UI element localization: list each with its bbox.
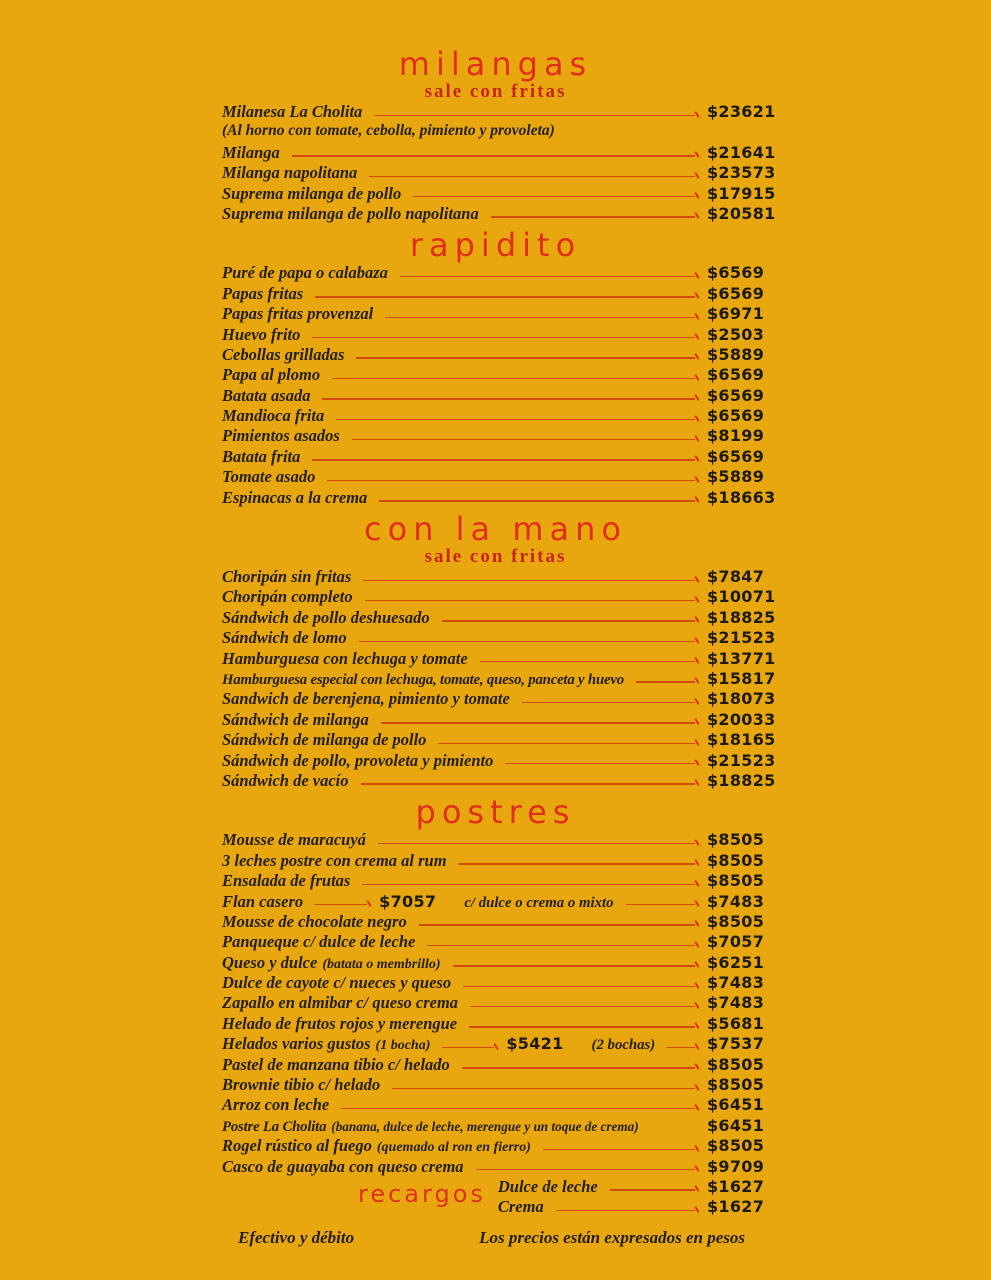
leader-line [636,681,695,682]
item-name: Flan casero [222,891,304,911]
menu-item-row [222,1055,777,1075]
menu-item-row [222,184,777,204]
item-mid-price: $5421 [506,1034,564,1054]
item-note: (batata o membrillo) [322,956,441,972]
menu-item-row [222,567,777,587]
item-name: Sándwich de pollo, provoleta y pimiento [222,750,494,770]
item-name: Zapallo en almibar c/ queso crema [222,993,459,1013]
item-note: (1 bocha) [375,1038,431,1054]
footer-payment-note: Efectivo y débito [238,1227,355,1247]
item-price: $6451 [707,1095,765,1115]
leader-line [369,176,695,177]
leader-line [442,1047,494,1048]
item-name: Papas fritas provenzal [222,304,374,324]
menu-item-row [222,304,777,324]
item-name: Mandioca frita [222,406,325,426]
leader-line [462,1067,695,1068]
menu-footer [0,1218,991,1248]
item-price: $6569 [707,283,765,303]
item-name: Sandwich de berenjena, pimiento y tomate [222,689,510,709]
leader-line [463,986,695,987]
footer-currency-note: Los precios están expresados en pesos [479,1227,745,1247]
leader-line [459,863,695,864]
leader-line [361,783,696,784]
recargos-label: recargos [358,1179,486,1208]
leader-line [419,924,695,925]
item-name: Cebollas grilladas [222,344,345,364]
menu-item-row [222,163,777,183]
menu-item-row [222,345,777,365]
item-price: $5889 [707,344,765,364]
item-name: Mousse de maracuyá [222,830,366,850]
menu-item-row [222,1095,777,1115]
item-name: Panqueque c/ dulce de leche [222,932,416,952]
menu-item-row [222,1014,777,1034]
menu-item-row [222,1075,777,1095]
menu-item-row [222,284,777,304]
item-note: (quemado al ron en fierro) [376,1140,531,1156]
item-price: $15817 [707,668,776,688]
leader-line [442,620,695,621]
menu-item-row [222,973,777,993]
item-price: $8505 [707,830,765,850]
menu-item-row [222,649,777,669]
item-price: $6451 [707,1115,765,1135]
item-price: $20581 [707,203,776,223]
item-mid-note: c/ dulce o crema o mixto [464,894,614,911]
item-name: Helado de frutos rojos y merengue [222,1013,458,1033]
item-price: $21523 [707,750,776,770]
item-name: Queso y dulce [222,952,318,972]
section-items-postres [222,830,777,1177]
menu-item-row [222,143,777,163]
leader-line [356,357,695,358]
item-price: $20033 [707,709,776,729]
menu-item-row [222,204,777,224]
menu-item-row [222,628,777,648]
item-price: $8505 [707,1054,765,1074]
item-price: $23573 [707,163,776,183]
item-price: $6971 [707,304,765,324]
leader-line [491,216,695,217]
menu-item-row [222,932,777,952]
menu-item-row [222,830,777,850]
leader-line [327,480,695,481]
item-price: $1627 [707,1176,765,1196]
item-name: Batata asada [222,385,311,405]
item-name: Hamburguesa con lechuga y tomate [222,648,468,668]
item-price: $7483 [707,891,765,911]
leader-line [336,419,695,420]
leader-line [332,378,695,379]
leader-line [363,580,695,581]
leader-line [626,904,696,905]
menu-item-row [222,912,777,932]
menu-item-row [222,993,777,1013]
menu-item-row [222,892,777,912]
item-price: $7483 [707,973,765,993]
item-price: $6569 [707,365,765,385]
menu-item-row [498,1177,777,1197]
item-description: (Al horno con tomate, cebolla, pimiento y provoleta) [222,122,555,140]
menu-item-row [222,851,777,871]
menu-item-row [222,689,777,709]
leader-line [400,276,695,277]
item-name: Batata frita [222,446,301,466]
section-postres [0,794,991,1177]
menu-item-row [222,426,777,446]
item-price: $6251 [707,952,765,972]
menu-item-row [222,467,777,487]
item-name: Papas fritas [222,283,304,303]
menu-item-row [222,447,777,467]
menu-item-row [222,365,777,385]
leader-line [381,722,695,723]
item-price: $8505 [707,1075,765,1095]
menu-item-row [222,1034,777,1054]
leader-line [427,945,695,946]
item-price: $10071 [707,587,776,607]
item-price: $6569 [707,446,765,466]
item-price: $6569 [707,385,765,405]
menu-item-row [222,263,777,283]
menu-item-row [222,871,777,891]
item-price: $6569 [707,406,765,426]
item-price: $7847 [707,567,765,587]
item-name: Milanga napolitana [222,163,358,183]
leader-line [315,296,695,297]
item-name: 3 leches postre con crema al rum [222,850,447,870]
item-name: Dulce de leche [497,1176,598,1196]
leader-line [385,317,695,318]
item-price: $7483 [707,993,765,1013]
menu-item-row [222,1157,777,1177]
leader-line [505,763,695,764]
item-price: $1627 [707,1197,765,1217]
item-price: $5681 [707,1013,765,1033]
item-name: Choripán completo [222,587,353,607]
section-title-postres: postres [415,793,576,832]
leader-line [667,1047,695,1048]
section-subtitle-con-la-mano: sale con fritas [424,546,567,568]
section-title-rapidito: rapidito [409,226,582,265]
leader-line [469,1026,695,1027]
leader-line [379,500,695,501]
recargos-items [498,1177,777,1218]
item-price: $8505 [707,1136,765,1156]
item-name: Arroz con leche [222,1095,330,1115]
leader-line [352,439,695,440]
menu-item-row [222,1116,777,1136]
item-name: Tomate asado [222,467,316,487]
section-title-con-la-mano: con la mano [364,510,627,549]
leader-line [438,743,695,744]
leader-line [556,1210,695,1211]
item-name: Sándwich de pollo deshuesado [222,607,430,627]
menu-item-description-row [222,122,777,142]
item-price: $7537 [707,1034,765,1054]
item-name: Helados varios gustos [222,1034,371,1054]
item-price: $8505 [707,911,765,931]
menu-item-row [222,771,777,791]
menu-item-row [222,751,777,771]
item-price: $9709 [707,1156,765,1176]
item-name: Dulce de cayote c/ nueces y queso [222,973,452,993]
leader-line [315,904,367,905]
item-name: Postre La Cholita [222,1118,327,1135]
recargos-section [222,1177,777,1218]
item-price: $13771 [707,648,776,668]
menu-item-row [222,406,777,426]
leader-line [470,1006,695,1007]
leader-line [374,115,695,116]
menu-item-row [498,1197,777,1217]
item-price: $8199 [707,426,765,446]
leader-line [292,155,695,156]
item-price: $18825 [707,607,776,627]
menu-item-row [222,608,777,628]
section-rapidito [0,227,991,508]
item-name: Puré de papa o calabaza [222,263,388,283]
item-name: Sándwich de milanga de pollo [222,730,427,750]
item-name: Rogel rústico al fuego [222,1136,372,1156]
section-subtitle-milangas: sale con fritas [424,81,567,102]
leader-line [522,702,695,703]
section-milangas [0,46,991,224]
leader-line [362,884,695,885]
menu-item-row [222,102,777,122]
item-name: Espinacas a la crema [222,487,368,507]
item-name: Brownie tibio c/ helado [222,1075,381,1095]
item-name: Crema [497,1197,544,1217]
item-price: $5889 [707,467,765,487]
leader-line [543,1149,695,1150]
leader-line [378,843,695,844]
item-name: Papa al plomo [222,365,321,385]
section-con-la-mano [0,511,991,791]
item-price: $18663 [707,487,776,507]
leader-line [610,1189,695,1190]
leader-line [322,398,695,399]
item-price: $7057 [707,932,765,952]
menu-item-row [222,953,777,973]
item-price: $18825 [707,770,776,790]
item-name: Sándwich de milanga [222,709,369,729]
item-price: $8505 [707,871,765,891]
section-items-rapidito [222,263,777,508]
item-name: Ensalada de frutas [222,871,351,891]
item-name: Milanga [222,142,280,162]
menu-item-row [222,587,777,607]
menu-item-row [222,386,777,406]
item-name: Milanesa La Cholita [222,102,363,121]
item-name: Mousse de chocolate negro [222,911,407,931]
leader-line [392,1088,695,1089]
item-price: $18073 [707,689,776,709]
leader-line [476,1169,695,1170]
leader-line [341,1108,695,1109]
item-mid-price: $7057 [379,891,437,911]
menu-item-row [222,325,777,345]
menu-sections [0,46,991,1177]
item-price: $23621 [707,102,776,121]
item-name: Suprema milanga de pollo napolitana [222,203,479,223]
section-items-milangas [222,102,777,224]
leader-line [413,196,695,197]
item-name: Huevo frito [222,324,301,344]
item-name: Sándwich de vacío [222,770,349,790]
menu-item-row [222,1136,777,1156]
leader-line [480,661,695,662]
item-name: Hamburguesa especial con lechuga, tomate, queso, panceta y huevo [222,671,624,688]
item-name: Casco de guayaba con queso crema [222,1156,464,1176]
item-price: $17915 [707,183,776,203]
item-note: (banana, dulce de leche, merengue y un toque de crema) [331,1118,639,1134]
section-items-con-la-mano [222,567,777,791]
item-price: $21523 [707,628,776,648]
leader-line [312,337,695,338]
item-name: Suprema milanga de pollo [222,183,402,203]
item-mid-note: (2 bochas) [591,1037,656,1054]
item-name: Pimientos asados [222,426,340,446]
item-price: $18165 [707,730,776,750]
section-title-milangas: milangas [398,45,593,83]
item-price: $6569 [707,263,765,283]
item-name: Sándwich de lomo [222,628,347,648]
leader-line [312,459,695,460]
item-price: $2503 [707,324,765,344]
menu-item-row [222,669,777,689]
menu-item-row [222,710,777,730]
leader-line [359,641,695,642]
leader-line [453,965,695,966]
menu-item-row [222,488,777,508]
item-price: $21641 [707,142,776,162]
item-name: Choripán sin fritas [222,567,352,587]
item-name: Pastel de manzana tibio c/ helado [222,1054,450,1074]
item-price: $8505 [707,850,765,870]
leader-line [365,600,695,601]
menu-item-row [222,730,777,750]
